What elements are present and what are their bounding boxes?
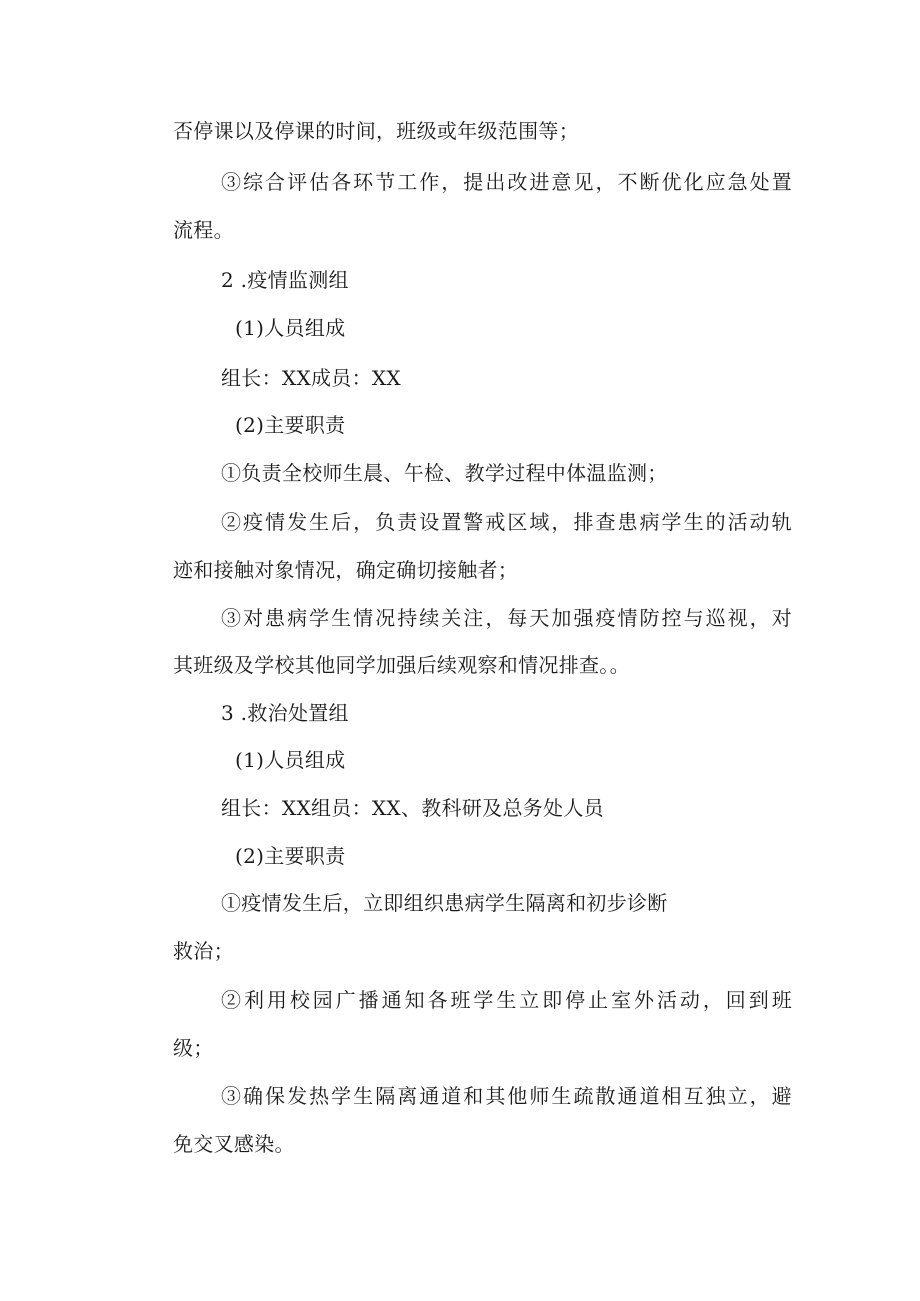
text-line: 级； <box>173 1036 214 1060</box>
text-line: 救治； <box>173 939 234 963</box>
text-line: ②利用校园广播通知各班学生立即停止室外活动，回到班 <box>221 988 792 1012</box>
text-line: ③综合评估各环节工作，提出改进意见，不断优化应急处置 <box>221 170 792 194</box>
text-line: 否停课以及停课的时间，班级或年级范围等； <box>173 119 579 143</box>
text-line: ②疫情发生后，负责设置警戒区域，排查患病学生的活动轨 <box>221 510 792 534</box>
text-line: 组长：XX成员：XX <box>221 366 401 390</box>
text-line: 其班级及学校其他同学加强后续观察和情况排查。。 <box>173 653 630 677</box>
text-line: 迹和接触对象情况，确定确切接触者； <box>173 558 519 582</box>
subsection-heading: (2)主要职责 <box>235 413 346 437</box>
text-line: ①负责全校师生晨、午检、教学过程中体温监测； <box>221 461 668 485</box>
subsection-heading: (1)人员组成 <box>235 748 346 772</box>
text-line: ③确保发热学生隔离通道和其他师生疏散通道相互独立，避 <box>221 1084 792 1108</box>
section-heading: 2 .疫情监测组 <box>221 268 349 292</box>
text-line: 组长：XX组员：XX、教科研及总务处人员 <box>221 796 604 820</box>
section-heading: 3 .救治处置组 <box>221 701 349 725</box>
text-line: ①疫情发生后，立即组织患病学生隔离和初步诊断 <box>221 891 668 915</box>
text-line: 免交叉感染。 <box>173 1132 295 1156</box>
subsection-heading: (2)主要职责 <box>235 844 346 868</box>
subsection-heading: (1)人员组成 <box>235 316 346 340</box>
text-line: ③对患病学生情况持续关注，每天加强疫情防控与巡视，对 <box>221 606 792 630</box>
text-line: 流程。 <box>173 218 234 242</box>
